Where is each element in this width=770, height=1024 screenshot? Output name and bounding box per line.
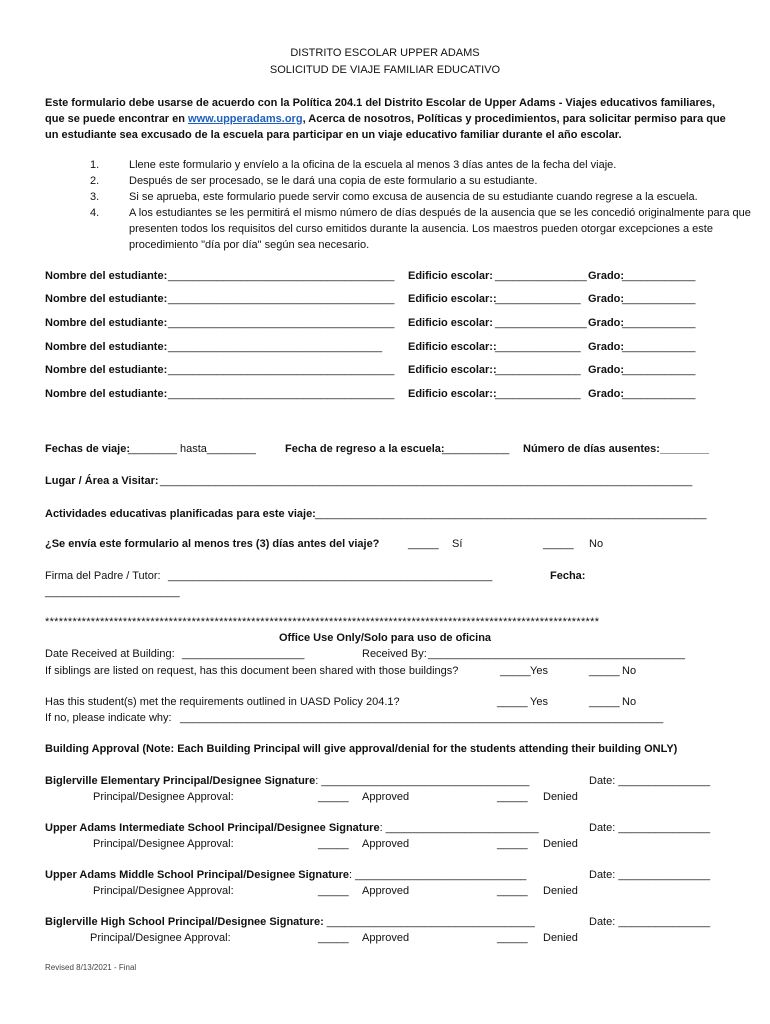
signature-line-row bbox=[45, 822, 539, 834]
elementary-signature-field[interactable]: __________________________________ bbox=[318, 775, 530, 787]
siblings-yes-checkline[interactable]: _____ bbox=[500, 665, 531, 677]
instruction-item bbox=[45, 173, 725, 189]
trip-dates-field[interactable]: ________ hasta________ bbox=[128, 443, 256, 455]
destination-field[interactable]: _______________________________________________________________________________________ bbox=[160, 475, 693, 487]
instruction-number: 1. bbox=[90, 159, 100, 171]
policy-no-label: No bbox=[622, 696, 637, 708]
approved-label: Approved bbox=[362, 932, 410, 944]
grade-label: Grado: bbox=[588, 341, 625, 353]
middle-school-date-label bbox=[589, 869, 710, 881]
school-building-label: Edificio escolar: bbox=[408, 270, 493, 282]
label-colon: : bbox=[315, 775, 319, 787]
destination-label: Lugar / Área a Visitar: bbox=[45, 475, 159, 487]
elementary-date-field[interactable]: _______________ bbox=[615, 775, 711, 787]
intermediate-signature-field[interactable]: _________________________ bbox=[382, 822, 539, 834]
elementary-approval-label: Principal/Designee Approval: bbox=[93, 791, 234, 803]
instruction-item bbox=[45, 157, 725, 173]
intro-paragraph bbox=[45, 95, 730, 143]
student-name-label: Nombre del estudiante: bbox=[45, 293, 168, 305]
middle-school-approval-label: Principal/Designee Approval: bbox=[93, 885, 234, 897]
school-building-field[interactable]: ______________ bbox=[495, 341, 581, 353]
signature-line-row bbox=[45, 869, 526, 881]
building-approval-heading: Building Approval (Note: Each Building Principal will give approval/denial for the students attending their building ONLY) bbox=[45, 743, 678, 755]
signature-line-row bbox=[45, 775, 529, 787]
siblings-no-label: No bbox=[622, 665, 637, 677]
label-colon: : bbox=[379, 822, 383, 834]
elementary-denied-checkline[interactable]: _____ bbox=[497, 791, 528, 803]
date-received-label: Date Received at Building: bbox=[45, 648, 175, 660]
student-name-field[interactable]: _____________________________________ bbox=[168, 364, 395, 376]
student-name-label: Nombre del estudiante: bbox=[45, 341, 168, 353]
received-by-field[interactable]: __________________________________________ bbox=[428, 648, 685, 660]
approved-label: Approved bbox=[362, 838, 410, 850]
yes-label: Sí bbox=[452, 538, 463, 550]
days-absent-field[interactable]: ________ bbox=[660, 443, 709, 455]
grade-field[interactable]: ____________ bbox=[622, 364, 696, 376]
school-building-field[interactable]: ______________ bbox=[495, 388, 581, 400]
intro-text-after: , Acerca de nosotros, Políticas y procedimientos, para solicitar permiso para que un estudiante sea excusado de la escuela para participar en un viaje educativo familiar durante el año escolar. bbox=[45, 113, 726, 141]
denied-label: Denied bbox=[543, 791, 578, 803]
student-name-field[interactable]: _____________________________________ bbox=[168, 317, 395, 329]
school-building-field[interactable]: ______________ bbox=[495, 293, 581, 305]
district-website-link[interactable]: www.upperadams.org bbox=[188, 113, 303, 125]
school-building-field[interactable]: ______________ bbox=[495, 364, 581, 376]
signature-date-label: Fecha: bbox=[550, 570, 586, 582]
siblings-question: If siblings are listed on request, has this document been shared with those buildings? bbox=[45, 665, 459, 677]
signature-line-row bbox=[45, 916, 535, 928]
label-colon: : bbox=[349, 869, 353, 881]
school-building-field[interactable]: _______________ bbox=[495, 270, 587, 282]
received-by-label: Received By: bbox=[362, 648, 427, 660]
reason-label: If no, please indicate why: bbox=[45, 712, 172, 724]
student-name-label: Nombre del estudiante: bbox=[45, 388, 168, 400]
grade-label: Grado: bbox=[588, 317, 625, 329]
date-label: Date: bbox=[589, 869, 616, 881]
student-name-label: Nombre del estudiante: bbox=[45, 317, 168, 329]
approved-label: Approved bbox=[362, 791, 410, 803]
trip-dates-label: Fechas de viaje: bbox=[45, 443, 130, 455]
date-label: Date: bbox=[589, 916, 616, 928]
student-name-field[interactable]: _____________________________________ bbox=[168, 270, 395, 282]
district-title: DISTRITO ESCOLAR UPPER ADAMS bbox=[290, 47, 480, 59]
school-building-label: Edificio escolar: bbox=[408, 317, 493, 329]
instruction-number: 4. bbox=[90, 207, 100, 219]
intermediate-approval-label: Principal/Designee Approval: bbox=[93, 838, 234, 850]
no-label: No bbox=[589, 538, 604, 550]
high-school-approval-label: Principal/Designee Approval: bbox=[90, 932, 231, 944]
activities-label: Actividades educativas planificadas para este viaje: bbox=[45, 508, 316, 520]
instruction-number: 3. bbox=[90, 191, 100, 203]
student-name-field[interactable]: _____________________________________ bbox=[168, 388, 395, 400]
student-name-label: Nombre del estudiante: bbox=[45, 364, 168, 376]
return-date-field[interactable]: ___________ bbox=[442, 443, 510, 455]
high-school-date-field[interactable]: _______________ bbox=[615, 916, 711, 928]
siblings-yes-label: Yes bbox=[530, 665, 548, 677]
middle-school-signature-field[interactable]: ____________________________ bbox=[352, 869, 527, 881]
instruction-item bbox=[45, 205, 751, 253]
date-received-field[interactable]: ____________________ bbox=[182, 648, 305, 660]
intermediate-signature-label: Upper Adams Intermediate School Principal/Designee Signature bbox=[45, 822, 380, 834]
school-building-label: Edificio escolar:: bbox=[408, 293, 497, 305]
grade-label: Grado: bbox=[588, 270, 625, 282]
intermediate-denied-checkline[interactable]: _____ bbox=[497, 838, 528, 850]
activities-field[interactable]: ________________________________________________________________ bbox=[315, 508, 707, 520]
days-absent-label: Número de días ausentes: bbox=[523, 443, 660, 455]
instruction-number: 2. bbox=[90, 175, 100, 187]
approved-label: Approved bbox=[362, 885, 410, 897]
grade-field[interactable]: ____________ bbox=[622, 317, 696, 329]
date-label: Date: bbox=[589, 822, 616, 834]
revision-note: Revised 8/13/2021 - Final bbox=[45, 963, 137, 972]
grade-label: Grado: bbox=[588, 293, 625, 305]
middle-school-date-field[interactable]: _______________ bbox=[615, 869, 711, 881]
school-building-label: Edificio escolar:: bbox=[408, 341, 497, 353]
high-school-date-label bbox=[589, 916, 710, 928]
policy-question: Has this student(s) met the requirements outlined in UASD Policy 204.1? bbox=[45, 696, 400, 708]
instruction-item bbox=[45, 189, 725, 205]
grade-field[interactable]: ____________ bbox=[622, 388, 696, 400]
intermediate-date-label bbox=[589, 822, 710, 834]
siblings-no-checkline[interactable]: _____ bbox=[589, 665, 620, 677]
asterisk-divider: ************************************************************************************************************************* bbox=[45, 616, 600, 628]
middle-school-denied-checkline[interactable]: _____ bbox=[497, 885, 528, 897]
middle-school-approved-checkline[interactable]: _____ bbox=[318, 885, 349, 897]
date-label: Date: bbox=[589, 775, 616, 787]
signature-date-field[interactable]: ______________________ bbox=[45, 586, 180, 598]
student-name-field[interactable]: ___________________________________ bbox=[168, 341, 383, 353]
parent-signature-field[interactable]: _____________________________________________________ bbox=[168, 570, 493, 582]
school-building-label: Edificio escolar:: bbox=[408, 364, 497, 376]
intro-text-before: Este formulario debe usarse de acuerdo con la Política 204.1 del Distrito Escolar de Upper Adams - Viajes educativos familiares, que se puede encontrar en bbox=[45, 97, 716, 125]
instruction-text: Si se aprueba, este formulario puede servir como excusa de ausencia de su estudiante cuando regrese a la escuela. bbox=[129, 191, 698, 203]
high-school-approved-checkline[interactable]: _____ bbox=[318, 932, 349, 944]
policy-yes-checkline[interactable]: _____ bbox=[497, 696, 528, 708]
instruction-text: Después de ser procesado, se le dará una copia de este formulario a su estudiante. bbox=[129, 175, 538, 187]
student-name-field[interactable]: _____________________________________ bbox=[168, 293, 395, 305]
intermediate-approved-checkline[interactable]: _____ bbox=[318, 838, 349, 850]
student-name-label: Nombre del estudiante: bbox=[45, 270, 168, 282]
form-title: SOLICITUD DE VIAJE FAMILIAR EDUCATIVO bbox=[269, 64, 501, 76]
grade-label: Grado: bbox=[588, 388, 625, 400]
high-school-denied-checkline[interactable]: _____ bbox=[497, 932, 528, 944]
intermediate-date-field[interactable]: _______________ bbox=[615, 822, 711, 834]
elementary-approved-checkline[interactable]: _____ bbox=[318, 791, 349, 803]
school-building-label: Edificio escolar:: bbox=[408, 388, 497, 400]
instructions-list bbox=[45, 157, 751, 253]
yes-checkline[interactable]: _____ bbox=[408, 538, 439, 550]
instruction-text: A los estudiantes se les permitirá el mismo número de días después de la ausencia que se les concedió originalmente para que presenten todos los requisitos del curso emitidos durante la ausencia. Los maestros pueden otorgar excepciones a este procedimiento "día por día" según sea necesario. bbox=[129, 207, 751, 251]
middle-school-signature-label: Upper Adams Middle School Principal/Designee Signature bbox=[45, 869, 349, 881]
grade-label: Grado: bbox=[588, 364, 625, 376]
high-school-signature-field[interactable]: __________________________________ bbox=[323, 916, 535, 928]
reason-field[interactable]: _______________________________________________________________________________ bbox=[180, 712, 664, 724]
elementary-date-label bbox=[589, 775, 710, 787]
no-checkline[interactable]: _____ bbox=[543, 538, 574, 550]
grade-field[interactable]: ____________ bbox=[622, 293, 696, 305]
policy-yes-label: Yes bbox=[530, 696, 548, 708]
parent-signature-label: Firma del Padre / Tutor: bbox=[45, 570, 161, 582]
denied-label: Denied bbox=[543, 838, 578, 850]
denied-label: Denied bbox=[543, 885, 578, 897]
advance-notice-question: ¿Se envía este formulario al menos tres (3) días antes del viaje? bbox=[45, 538, 380, 550]
elementary-signature-label: Biglerville Elementary Principal/Designee Signature bbox=[45, 775, 316, 787]
policy-no-checkline[interactable]: _____ bbox=[589, 696, 620, 708]
denied-label: Denied bbox=[543, 932, 578, 944]
high-school-signature-label: Biglerville High School Principal/Designee Signature: bbox=[45, 916, 324, 928]
return-date-label: Fecha de regreso a la escuela: bbox=[285, 443, 445, 455]
instruction-text: Llene este formulario y envíelo a la oficina de la escuela al menos 3 días antes de la fecha del viaje. bbox=[129, 159, 617, 171]
school-building-field[interactable]: _______________ bbox=[495, 317, 587, 329]
grade-field[interactable]: ____________ bbox=[622, 270, 696, 282]
grade-field[interactable]: ____________ bbox=[622, 341, 696, 353]
office-use-title: Office Use Only/Solo para uso de oficina bbox=[278, 632, 492, 644]
